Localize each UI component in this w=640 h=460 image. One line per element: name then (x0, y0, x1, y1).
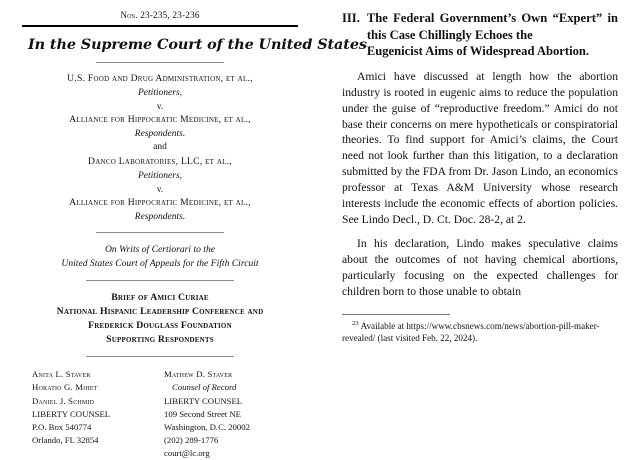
brief-title-line: Frederick Douglass Foundation (88, 320, 232, 332)
brief-title-line: Brief of Amici Curiae (111, 292, 209, 304)
body-paragraph-1: Amici have discussed at length how the abortion industry is rooted in eugenic aims to reduce the population under the guise of “reproductive freedom.” Amici do not base their concerns on mere hypotheticals or conspiratorial theories. To find support for Amici’s claims, the Court need not look further than this litigation, to a declaration submitted by the FDA from Dr. Jason Lindo, an economics professor at Texas A&M University whose research interests include the economic effects of abortion policies. See Lindo Decl., D. Ct. Doc. 28-2, at 2. (342, 70, 618, 226)
counsel-address-line: Orlando, FL 32854 (32, 434, 99, 445)
section-heading-text (367, 10, 618, 60)
party-name: Alliance for Hippocratic Medicine, et al., (69, 114, 251, 126)
counsel-firm: LIBERTY COUNSEL (164, 395, 243, 406)
party-role: Petitioners, (137, 87, 183, 98)
brief-title-line: National Hispanic Leadership Conference and (56, 306, 264, 318)
party-role: Respondents. (134, 128, 186, 139)
party-role: Petitioners, (137, 170, 183, 181)
caption-conjunction: and (153, 142, 167, 153)
counsel-of-record-name: Mathew D. Staver (164, 369, 233, 380)
counsel-name: Daniel J. Schmid (32, 395, 95, 406)
brief-title (28, 291, 292, 347)
counsel-email: court@lc.org (164, 447, 210, 458)
case-numbers: Nos. 23-235, 23-236 (120, 10, 200, 20)
writ-line-2: United States Court of Appeals for the Fifth Circuit (61, 258, 259, 270)
case-caption (28, 73, 292, 223)
counsel-of-record-title: Counsel of Record (172, 382, 237, 393)
body-paragraph-2: In his declaration, Lindo makes speculative claims about the outcomes of not having chemical abortions, particularly focusing on the expected challenges for children born to those unable to obtain (342, 237, 618, 298)
section-heading-line-3: Eugenicist Aims of Widespread Abortion. (366, 44, 590, 59)
party-name: Danco Laboratories, LLC, et al., (88, 156, 232, 168)
caption-divider-top (96, 62, 224, 63)
counsel-address-line: Washington, D.C. 20002 (164, 421, 250, 432)
counsel-firm: LIBERTY COUNSEL (32, 408, 111, 419)
body-page (320, 0, 640, 445)
counsel-address-line: 109 Second Street NE (164, 408, 241, 419)
brief-title-divider-top (86, 280, 234, 281)
footnote-marker: 23 (352, 319, 359, 327)
writ-line-1: On Writs of Certiorari to the (104, 244, 216, 256)
footnote (342, 320, 618, 346)
counsel-column-right (156, 368, 288, 459)
versus-separator: v. (156, 184, 164, 195)
party-name: Alliance for Hippocratic Medicine, et al., (69, 197, 251, 209)
party-role: Respondents. (134, 212, 186, 223)
section-heading-line-2: in this Case Chillingly Echoes the (366, 11, 618, 42)
counsel-name: Horatio G. Mihet (32, 382, 98, 393)
footnote-separator (342, 314, 450, 315)
section-number: III. (342, 11, 360, 25)
section-heading-line-1: The Federal Government’s Own “Expert” (366, 11, 603, 25)
section-heading (342, 10, 618, 60)
versus-separator: v. (156, 101, 164, 111)
counsel-address-line: P.O. Box 540774 (32, 421, 92, 432)
counsel-block (28, 368, 292, 459)
counsel-phone: (202) 289-1776 (164, 434, 219, 445)
header-rule (22, 25, 298, 27)
counsel-divider (86, 356, 234, 357)
court-title: In the Supreme Court of the United States (28, 36, 367, 53)
footnote-text: Available at https://www.cbsnews.com/news/abortion-pill-maker-revealed/ (last visited Feb. 22, 2024). (342, 320, 600, 344)
party-name: U.S. Food and Drug Administration, et al., (67, 73, 253, 84)
counsel-name: Anita L. Staver (32, 369, 91, 380)
writ-statement (28, 243, 292, 271)
caption-divider-bottom (96, 232, 224, 233)
counsel-column-left (32, 368, 156, 459)
brief-title-line: Supporting Respondents (106, 334, 214, 346)
